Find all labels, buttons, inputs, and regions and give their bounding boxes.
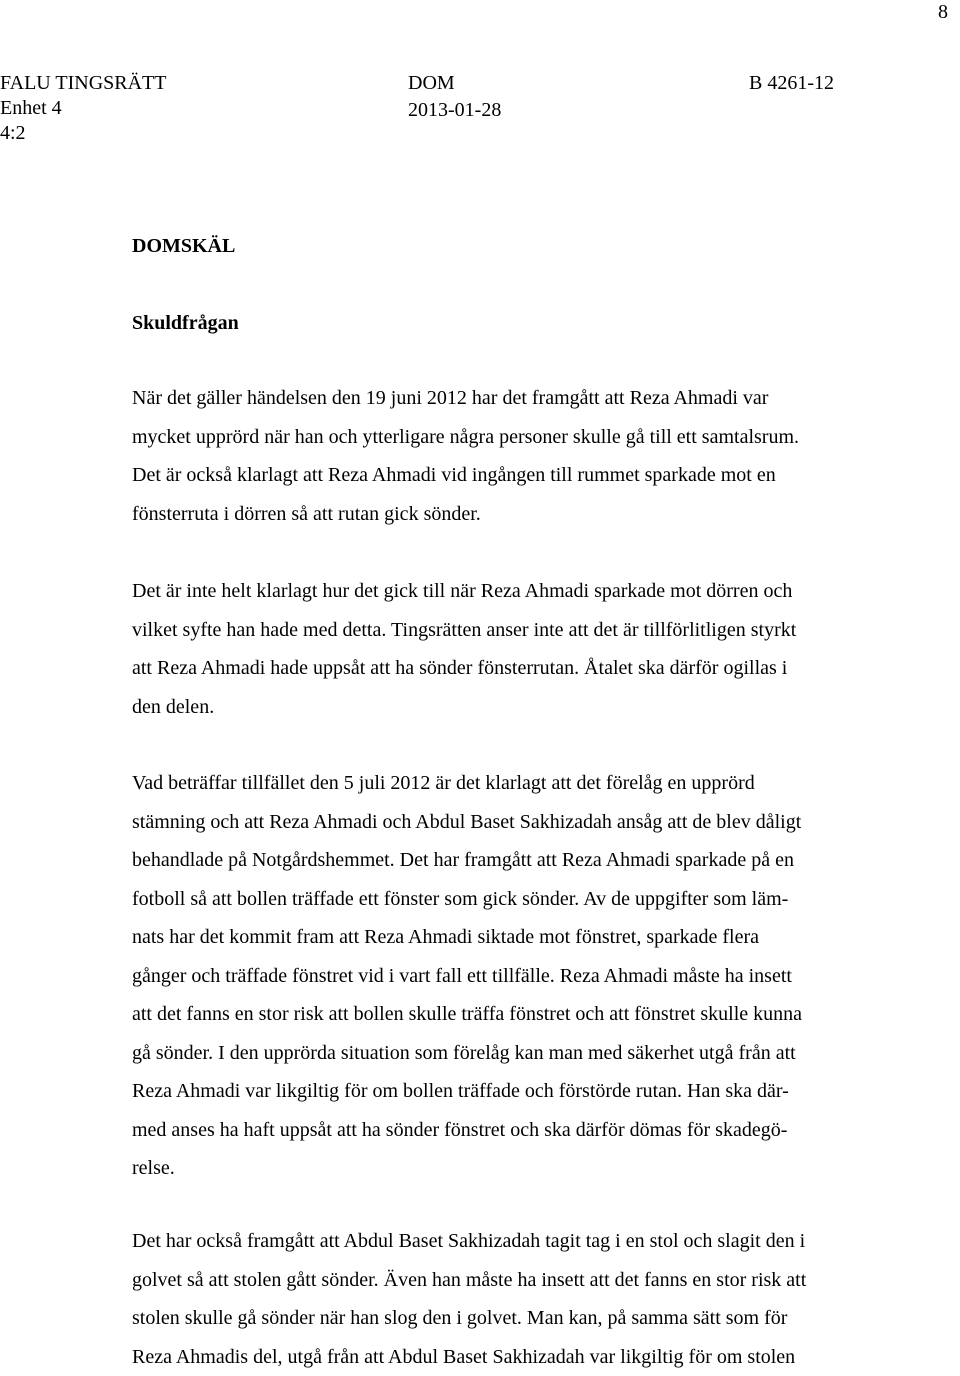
text-line: relse. [132, 1149, 892, 1188]
text-line: När det gäller händelsen den 19 juni 2012 har det framgått att Reza Ahmadi var [132, 379, 892, 418]
text-line: Det är inte helt klarlagt hur det gick till när Reza Ahmadi sparkade mot dörren och [132, 572, 892, 611]
page-number: 8 [938, 0, 948, 24]
text-line: mycket upprörd när han och ytterligare några personer skulle gå till ett samtalsrum. [132, 418, 892, 457]
text-line: gånger och träffade fönstret vid i vart fall ett tillfälle. Reza Ahmadi måste ha insett [132, 957, 892, 996]
court-subunit: 4:2 [0, 121, 26, 145]
text-line: nats har det kommit fram att Reza Ahmadi siktade mot fönstret, sparkade flera [132, 918, 892, 957]
court-name: FALU TINGSRÄTT [0, 71, 166, 95]
text-line: stämning och att Reza Ahmadi och Abdul Baset Sakhizadah ansåg att de blev dåligt [132, 803, 892, 842]
court-unit: Enhet 4 [0, 96, 62, 120]
text-line: Det har också framgått att Abdul Baset Sakhizadah tagit tag i en stol och slagit den i [132, 1222, 892, 1261]
document-type: DOM [408, 71, 455, 95]
text-line: den delen. [132, 688, 892, 727]
text-line: att Reza Ahmadi hade uppsåt att ha sönder fönsterrutan. Åtalet ska därför ogillas i [132, 649, 892, 688]
document-date: 2013-01-28 [408, 98, 501, 122]
case-number: B 4261-12 [749, 71, 834, 95]
text-line: Vad beträffar tillfället den 5 juli 2012 är det klarlagt att det förelåg en upprörd [132, 764, 892, 803]
section-heading-domskal: DOMSKÄL [132, 234, 235, 258]
text-line: stolen skulle gå sönder när han slog den i golvet. Man kan, på samma sätt som för [132, 1299, 892, 1338]
text-line: behandlade på Notgårdshemmet. Det har framgått att Reza Ahmadi sparkade på en [132, 841, 892, 880]
subsection-heading-skuldfragan: Skuldfrågan [132, 311, 239, 335]
text-line: vilket syfte han hade med detta. Tingsrätten anser inte att det är tillförlitligen styrkt [132, 611, 892, 650]
paragraph-4 [132, 1222, 892, 1376]
text-line: gå sönder. I den upprörda situation som förelåg kan man med säkerhet utgå från att [132, 1034, 892, 1073]
text-line: Det är också klarlagt att Reza Ahmadi vid ingången till rummet sparkade mot en [132, 456, 892, 495]
text-line: med anses ha haft uppsåt att ha sönder fönstret och ska därför dömas för skadegö- [132, 1111, 892, 1150]
text-line: Reza Ahmadi var likgiltig för om bollen träffade och förstörde rutan. Han ska där- [132, 1072, 892, 1111]
text-line: Reza Ahmadis del, utgå från att Abdul Baset Sakhizadah var likgiltig för om stolen [132, 1338, 892, 1376]
paragraph-3 [132, 764, 892, 1188]
text-line: att det fanns en stor risk att bollen skulle träffa fönstret och att fönstret skulle kunna [132, 995, 892, 1034]
text-line: fönsterruta i dörren så att rutan gick sönder. [132, 495, 892, 534]
paragraph-2 [132, 572, 892, 726]
text-line: fotboll så att bollen träffade ett fönster som gick sönder. Av de uppgifter som läm- [132, 880, 892, 919]
paragraph-1 [132, 379, 892, 533]
text-line: golvet så att stolen gått sönder. Även han måste ha insett att det fanns en stor risk att [132, 1261, 892, 1300]
